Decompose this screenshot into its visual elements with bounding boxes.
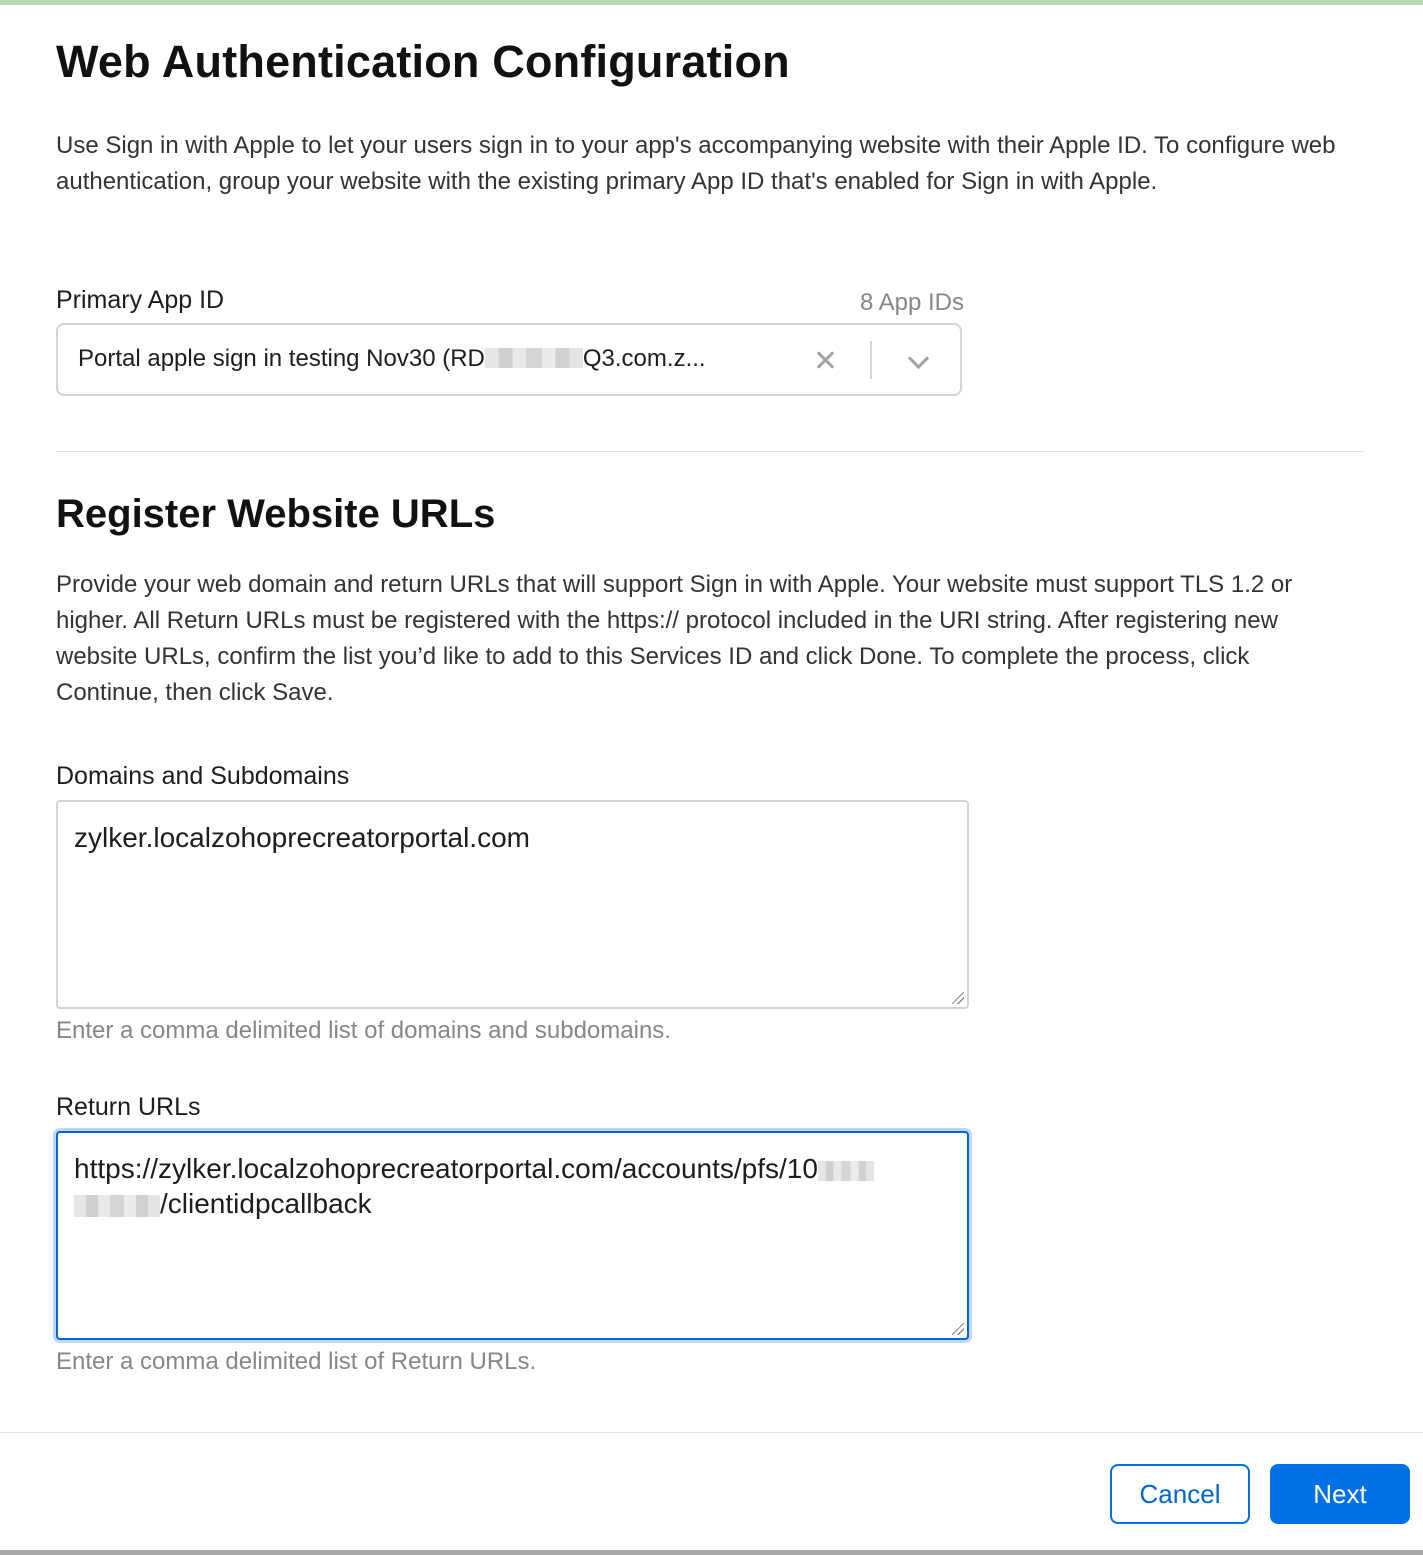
domains-label: Domains and Subdomains bbox=[56, 762, 350, 790]
select-separator bbox=[870, 341, 872, 379]
app-id-value-prefix: Portal apple sign in testing Nov30 (RD bbox=[78, 345, 485, 372]
page-title: Web Authentication Configuration bbox=[56, 36, 790, 87]
return-url-line-2-text: /clientidpcallback bbox=[160, 1188, 372, 1219]
window-top-edge bbox=[0, 0, 1423, 5]
return-urls-textarea[interactable] bbox=[56, 1131, 969, 1340]
app-id-value-suffix: Q3.com.z... bbox=[582, 345, 706, 372]
return-urls-hint: Enter a comma delimited list of Return URLs. bbox=[56, 1348, 537, 1375]
resize-handle-icon[interactable] bbox=[952, 1323, 964, 1335]
return-url-line-1 bbox=[74, 1151, 951, 1186]
return-url-line-1-text: https://zylker.localzohoprecreatorportal.com/accounts/pfs/10 bbox=[74, 1153, 818, 1184]
redacted-blur bbox=[485, 348, 583, 368]
domains-textarea[interactable] bbox=[56, 800, 969, 1009]
redacted-blur bbox=[818, 1161, 874, 1181]
chevron-down-icon[interactable] bbox=[903, 349, 933, 373]
domains-hint: Enter a comma delimited list of domains and subdomains. bbox=[56, 1017, 671, 1044]
resize-handle-icon[interactable] bbox=[952, 992, 964, 1004]
primary-app-id-select[interactable] bbox=[56, 323, 962, 396]
primary-app-id-value bbox=[78, 345, 706, 373]
redacted-blur bbox=[74, 1195, 160, 1217]
section-divider bbox=[56, 451, 1364, 452]
intro-description: Use Sign in with Apple to let your users sign in to your app's accompanying website with their Apple ID. To configure web authentication, group your website with the existing primary App ID that's enabled for Sign in with Apple. bbox=[56, 132, 1336, 195]
register-section-title: Register Website URLs bbox=[56, 492, 496, 536]
next-button[interactable]: Next bbox=[1270, 1464, 1410, 1524]
clear-icon[interactable] bbox=[810, 345, 840, 375]
register-description: Provide your web domain and return URLs that will support Sign in with Apple. Your website must support TLS 1.2 or higher. All Return URLs must be registered with the https:// protocol included in the URI string. After registering new website URLs, confirm the list you’d like to add to this Services ID and click Done. To complete the process, click Continue, then click Save. bbox=[56, 571, 1293, 706]
cancel-button[interactable]: Cancel bbox=[1110, 1464, 1250, 1524]
app-id-count: 8 App IDs bbox=[859, 289, 964, 316]
domains-value: zylker.localzohoprecreatorportal.com bbox=[74, 822, 530, 853]
return-url-line-2 bbox=[74, 1186, 951, 1221]
footer-divider bbox=[0, 1432, 1423, 1433]
return-urls-label: Return URLs bbox=[56, 1093, 201, 1121]
window-bottom-edge bbox=[0, 1550, 1423, 1555]
primary-app-id-label: Primary App ID bbox=[56, 286, 225, 314]
